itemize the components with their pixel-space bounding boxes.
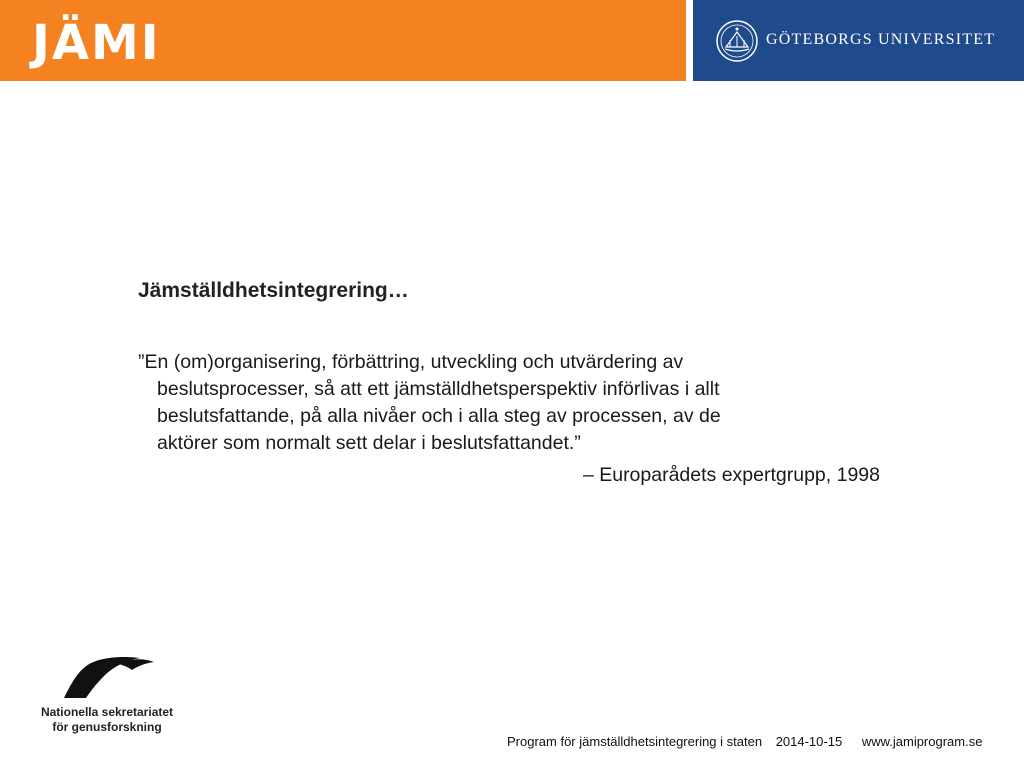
nsg-logo-text — [28, 705, 186, 735]
footer — [507, 734, 982, 749]
quote-line: beslutsfattande, på alla nivåer och i alla steg av processen, av de — [157, 405, 721, 427]
quote-line: aktörer som normalt sett delar i beslutsfattandet.” — [157, 432, 581, 454]
university-seal-icon — [716, 20, 758, 62]
quote-line: ”En (om)organisering, förbättring, utveckling och utvärdering av — [138, 351, 684, 373]
header-divider — [686, 0, 693, 81]
definition-quote — [138, 349, 838, 457]
nsg-swoosh-icon — [58, 654, 158, 700]
quote-line: beslutsprocesser, så att ett jämställdhetsperspektiv införlivas i allt — [157, 378, 720, 400]
footer-website-link[interactable]: www.jamiprogram.se — [861, 734, 983, 749]
footer-program: Program för jämställdhetsintegrering i staten — [507, 734, 763, 749]
footer-date: 2014-10-15 — [775, 734, 843, 749]
header-orange-band — [0, 0, 686, 81]
university-name: GÖTEBORGS UNIVERSITET — [766, 31, 996, 48]
slide-title: Jämställdhetsintegrering… — [138, 279, 409, 302]
nsg-line-2: för genusforskning — [52, 720, 162, 734]
quote-attribution: – Europarådets expertgrupp, 1998 — [582, 464, 880, 486]
jami-logo: JÄMI — [32, 15, 161, 71]
nsg-line-1: Nationella sekretariatet — [40, 705, 174, 719]
